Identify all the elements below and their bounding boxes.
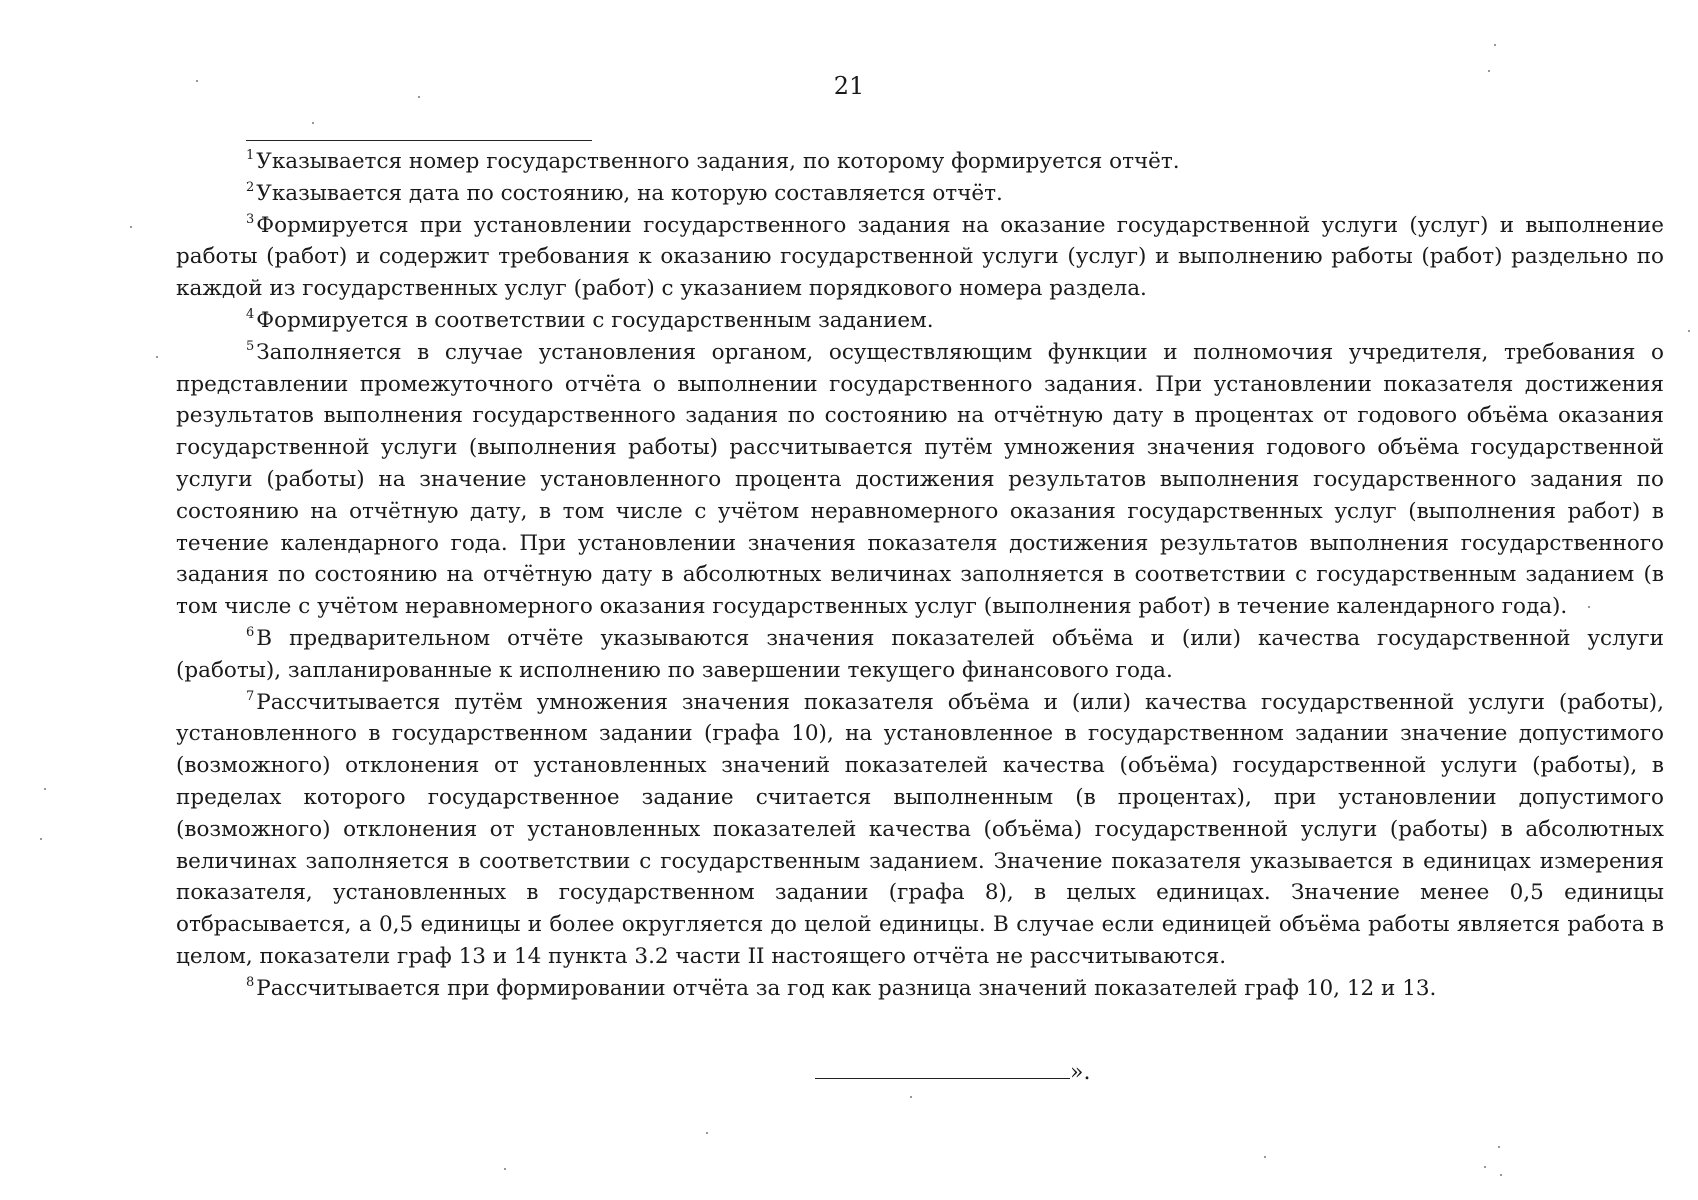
footnote-5 [176,337,1664,623]
footnote-3 [176,210,1664,305]
footnote-mark: 7 [246,688,255,704]
scan-speck [44,788,46,790]
footnote-text: Указывается номер государственного задания, по которому формируется отчёт. [256,149,1180,174]
footnote-2 [176,178,1664,210]
scan-speck [418,96,420,98]
scan-speck [40,838,42,840]
scan-speck [1264,1156,1266,1158]
page-number: 21 [833,72,865,100]
footnote-1 [176,146,1664,178]
scan-speck [196,80,198,82]
scan-speck [1494,44,1496,46]
footnote-mark: 4 [246,306,255,322]
footnote-text: В предварительном отчёте указываются значения показателей объёма и (или) качества государственной услуги (работы), запланированные к исполнению по завершении текущего финансового года. [176,625,1664,683]
footnote-mark: 8 [246,974,255,990]
scan-speck [1488,70,1490,72]
footnote-mark: 5 [246,338,255,354]
footnote-text: Указывается дата по состоянию, на которую составляется отчёт. [256,180,1003,206]
scan-speck [156,356,158,358]
scan-speck [1484,1166,1486,1168]
scan-speck [130,226,132,228]
closing-underline [815,1058,1070,1079]
footnote-mark: 1 [246,148,255,163]
footnote-7 [176,687,1664,973]
footnotes-block [176,146,1664,1005]
footnote-text: Заполняется в случае установления органом, осуществляющим функции и полномочия учредителя, требования о представлении промежуточного отчёта о выполнении государственного задания. При установлении показателя достижения результатов выполнения государственного задания по состоянию на отчётную дату в процентах от годового объёма оказания государственной услуги (выполнения работы) рассчитывается путём умножения значения годового объёма государственной услуги (работы) на значение установленного процента достижения результатов выполнения государственного задания по состоянию на отчётную дату, в том числе с учётом неравномерного оказания государственных услуг (выполнения работ) в течение календарного года. При установлении значения показателя достижения результатов выполнения государственного задания по состоянию на отчётную дату в абсолютных величинах заполняется в соответствии с государственным заданием (в том числе с учётом неравномерного оказания государственных услуг (выполнения работ) в течение календарного года). [176,339,1664,620]
footnote-8 [176,973,1664,1005]
closing-quote-mark: ». [1070,1060,1091,1085]
scan-speck [312,122,314,124]
scan-speck [504,1168,506,1170]
scan-speck [910,1096,912,1098]
scan-speck [706,1132,708,1134]
scan-speck [1498,1146,1500,1148]
footnote-mark: 3 [246,211,255,227]
scan-speck [1688,330,1690,332]
footnote-text: Рассчитывается путём умножения значения показателя объёма и (или) качества государственной услуги (работы), установленного в государственном задании (графа 10), на установленное в государственном задании значение допустимого (возможного) отклонения от установленных значений показателей качества (объёма) государственной услуги (работы), в пределах которого государственное задание считается выполненным (в процентах), при установлении допустимого (возможного) отклонения от установленных показателей качества (объёма) государственной услуги (работы) в абсолютных величинах заполняется в соответствии с государственным заданием. Значение показателя указывается в единицах измерения показателя, установленных в государственном задании (графа 8), в целых единицах. Значение менее 0,5 единицы отбрасывается, а 0,5 единицы и более округляется до целой единицы. В случае если единицей объёма работы является работа в целом, показатели граф 13 и 14 пункта 3.2 части II настоящего отчёта не рассчитываются. [176,689,1664,969]
footnote-text: Формируется при установлении государственного задания на оказание государственной услуги (услуг) и выполнение работы (работ) и содержит требования к оказанию государственной услуги (услуг) и выполнению работы (работ) раздельно по каждой из государственных услуг (работ) с указанием порядкового номера раздела. [176,212,1664,302]
footnote-6 [176,623,1664,687]
footnote-4 [176,305,1664,337]
footnote-text: Формируется в соответствии с государственным заданием. [256,307,934,333]
scan-speck [1588,606,1590,608]
footnote-mark: 6 [246,624,255,640]
scan-speck [1500,1174,1502,1176]
closing-line-block [815,1058,1090,1085]
footnote-separator [246,140,592,141]
footnote-text: Рассчитывается при формировании отчёта за год как разница значений показателей граф 10, 12 и 13. [256,975,1437,1001]
footnote-mark: 2 [246,179,255,195]
